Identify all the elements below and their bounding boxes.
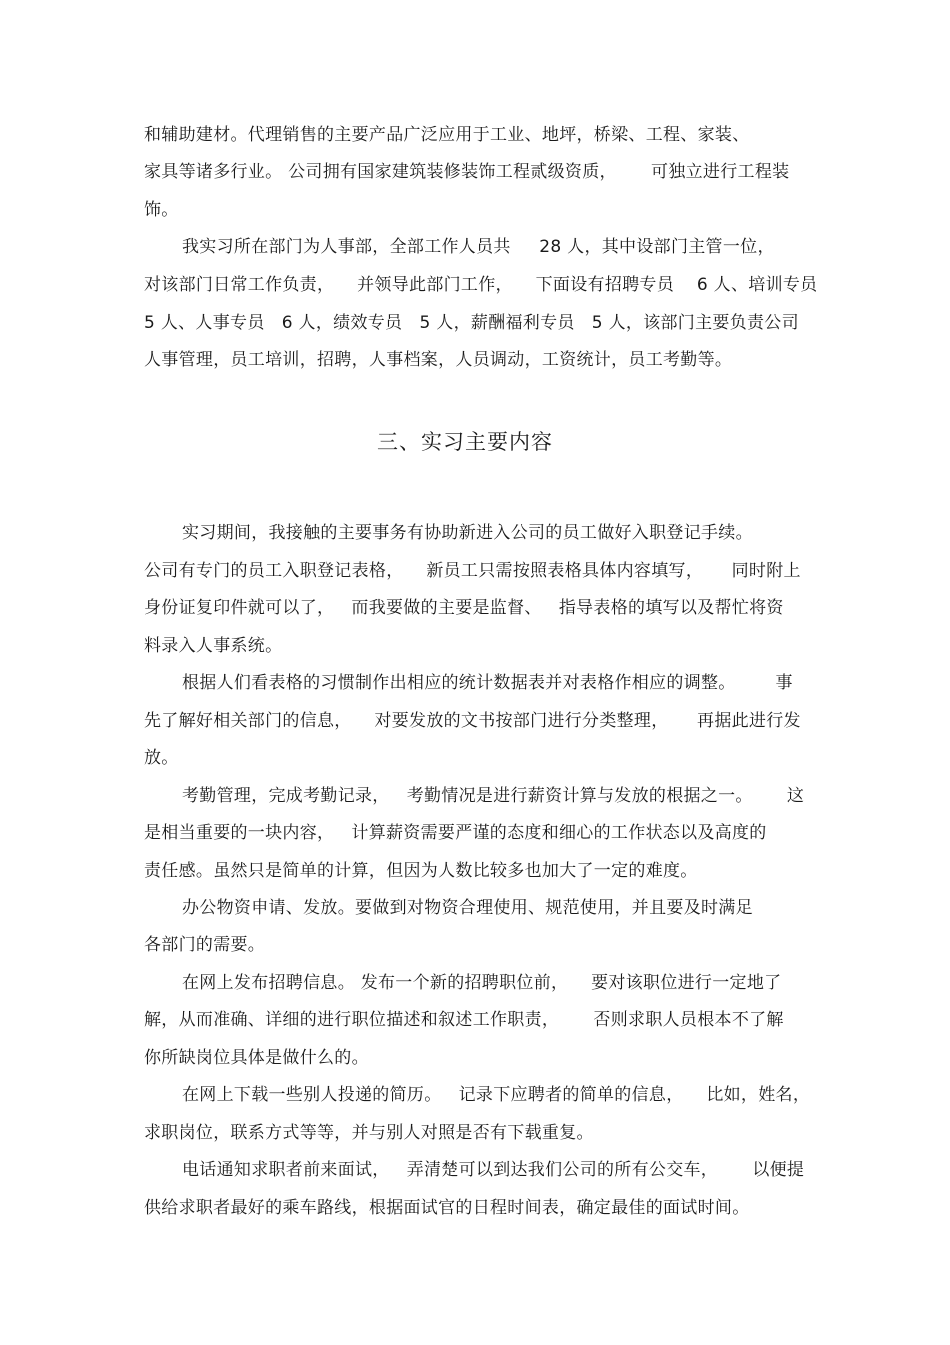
paragraph-line: 你所缺岗位具体是做什么的。 [144,1048,369,1068]
paragraph-line: 求职岗位，联系方式等等，并与别人对照是否有下载重复。 [144,1123,594,1143]
paragraph-line: 5 人、人事专员 6 人，绩效专员 5 人，薪酬福利专员 5 人，该部门主要负责公司 [144,313,799,333]
paragraph-line: 解，从而准确、详细的进行职位描述和叙述工作职责， 否则求职人员根本不了解 [144,1010,784,1030]
paragraph-line: 放。 [144,748,179,768]
paragraph-line: 身份证复印件就可以了， 而我要做的主要是监督、 指导表格的填写以及帮忙将资 [144,598,784,618]
paragraph-line: 责任感。虽然只是简单的计算，但因为人数比较多也加大了一定的难度。 [144,861,698,881]
section-heading: 三、实习主要内容 [377,430,553,454]
paragraph-line: 是相当重要的一块内容， 计算薪资需要严谨的态度和细心的工作状态以及高度的 [144,823,767,843]
paragraph-line: 在网上发布招聘信息。 发布一个新的招聘职位前， 要对该职位进行一定地了 [182,973,782,993]
paragraph-line: 和辅助建材。代理销售的主要产品广泛应用于工业、地坪，桥梁、工程、家装、 [144,125,750,145]
paragraph-line: 家具等诸多行业。 公司拥有国家建筑装修装饰工程贰级资质， 可独立进行工程装 [144,162,790,182]
paragraph-line: 在网上下载一些别人投递的简历。 记录下应聘者的简单的信息， 比如，姓名， [182,1085,811,1105]
paragraph-line: 我实习所在部门为人事部，全部工作人员共 28 人，其中设部门主管一位， [182,237,775,257]
paragraph-line: 先了解好相关部门的信息， 对要发放的文书按部门进行分类整理， 再据此进行发 [144,711,801,731]
paragraph-line: 公司有专门的员工入职登记表格， 新员工只需按照表格具体内容填写， 同时附上 [144,561,801,581]
paragraph-line: 考勤管理，完成考勤记录， 考勤情况是进行薪资计算与发放的根据之一。 这 [182,786,805,806]
paragraph-line: 电话通知求职者前来面试， 弄清楚可以到达我们公司的所有公交车， 以便提 [182,1160,805,1180]
paragraph-line: 各部门的需要。 [144,935,266,955]
paragraph-line: 实习期间，我接触的主要事务有协助新进入公司的员工做好入职登记手续。 [182,523,753,543]
paragraph-line: 办公物资申请、发放。要做到对物资合理使用、规范使用，并且要及时满足 [182,898,753,918]
paragraph-line: 料录入人事系统。 [144,636,283,656]
paragraph-line: 根据人们看表格的习惯制作出相应的统计数据表并对表格作相应的调整。 事 [182,673,793,693]
paragraph-line: 饰。 [144,200,179,220]
paragraph-line: 人事管理，员工培训，招聘，人事档案，人员调动，工资统计，员工考勤等。 [144,350,733,370]
paragraph-line: 供给求职者最好的乘车路线，根据面试官的日程时间表，确定最佳的面试时间。 [144,1198,750,1218]
paragraph-line: 对该部门日常工作负责， 并领导此部门工作， 下面设有招聘专员 6 人、培训专员 [144,275,818,295]
